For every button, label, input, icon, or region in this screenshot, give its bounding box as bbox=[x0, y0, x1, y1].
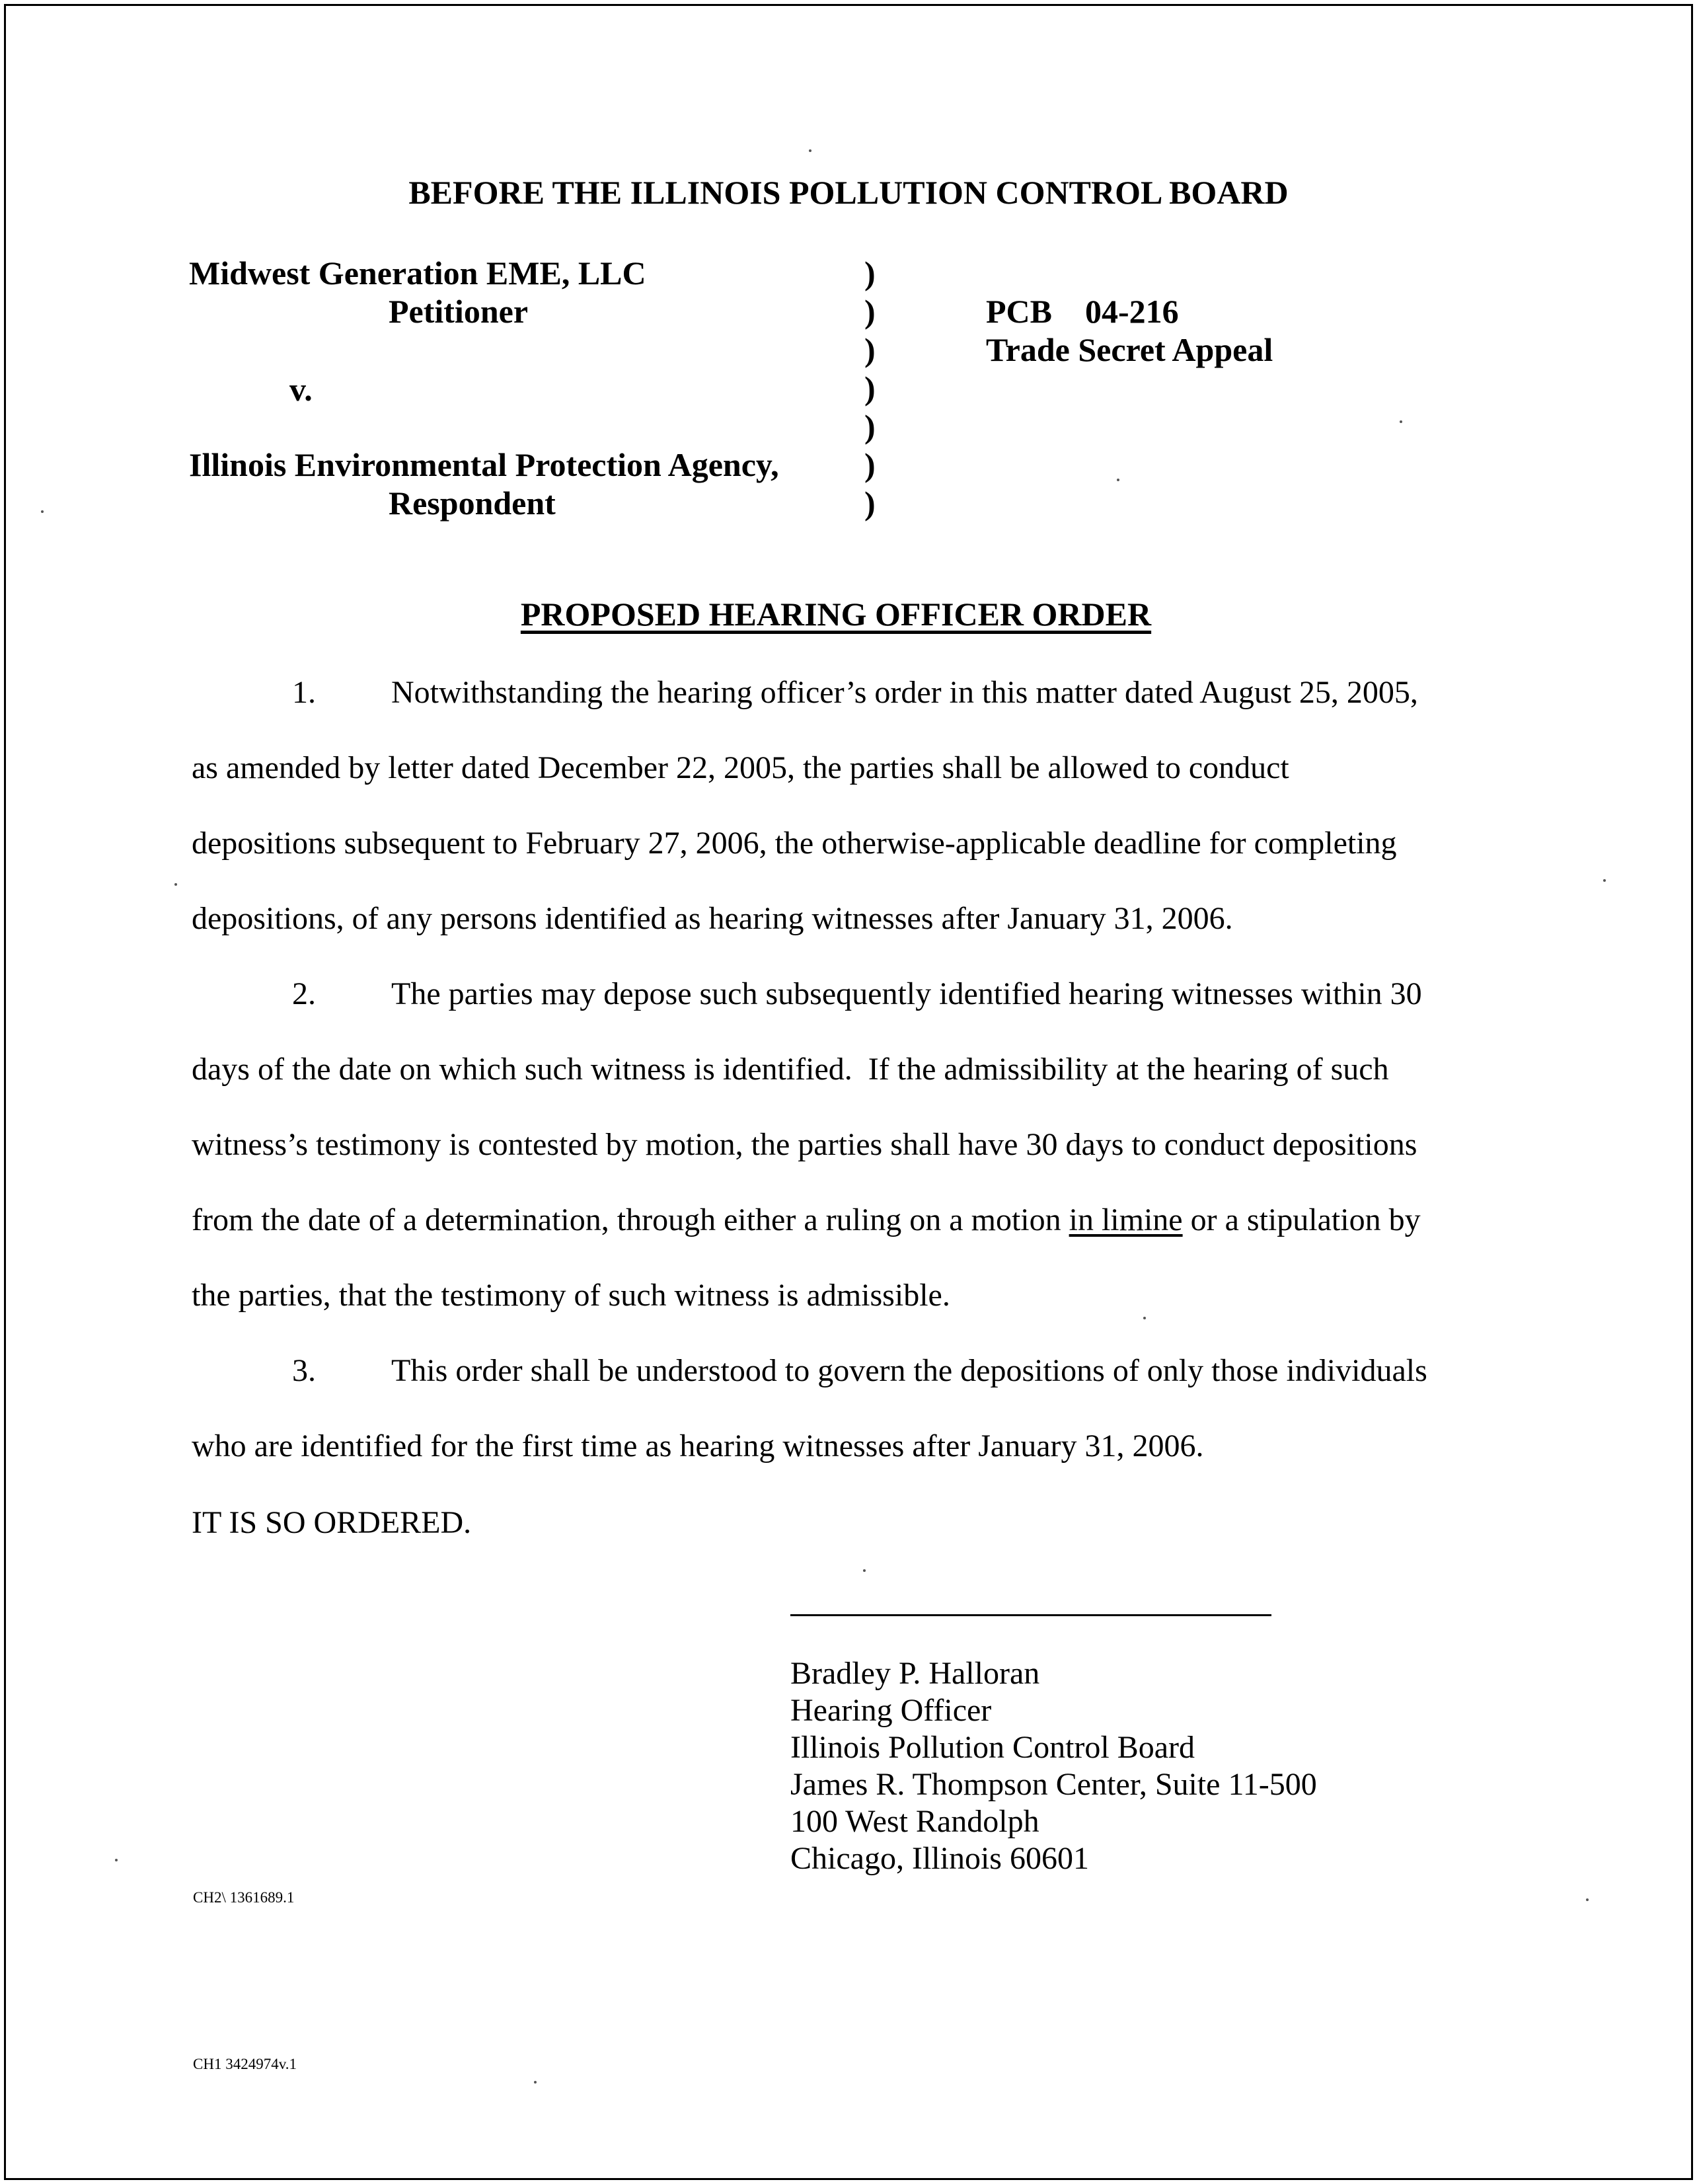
scan-speck bbox=[1400, 420, 1402, 423]
versus: v. bbox=[289, 371, 313, 408]
scan-speck bbox=[174, 883, 177, 886]
scan-speck bbox=[809, 149, 811, 152]
paragraph-number: 2. bbox=[292, 976, 316, 1011]
line-text: from the date of a determination, through either a ruling on a motion bbox=[192, 1202, 1069, 1237]
scan-speck bbox=[534, 2081, 537, 2084]
board-heading: BEFORE THE ILLINOIS POLLUTION CONTROL BOARD bbox=[408, 174, 1289, 211]
signer-name: Bradley P. Halloran bbox=[790, 1656, 1040, 1691]
signature-line bbox=[790, 1614, 1271, 1616]
signer-address-line: James R. Thompson Center, Suite 11-500 bbox=[790, 1767, 1317, 1802]
caption-paren: ) bbox=[864, 370, 876, 407]
paragraph-line: as amended by letter dated December 22, 2005, the parties shall be allowed to conduct bbox=[192, 750, 1289, 785]
paragraph-number: 3. bbox=[292, 1353, 316, 1388]
scan-speck bbox=[1586, 1898, 1589, 1901]
caption-paren: ) bbox=[864, 408, 876, 445]
scan-speck bbox=[1143, 1317, 1146, 1319]
scan-speck bbox=[1603, 879, 1606, 882]
signer-organization: Illinois Pollution Control Board bbox=[790, 1730, 1195, 1765]
case-type: Trade Secret Appeal bbox=[986, 331, 1273, 368]
paragraph-line: This order shall be understood to govern the depositions of only those individuals bbox=[391, 1353, 1427, 1388]
paragraph-line: depositions, of any persons identified as hearing witnesses after January 31, 2006. bbox=[192, 901, 1233, 936]
scan-speck bbox=[1117, 479, 1119, 481]
paragraph-line: who are identified for the first time as hearing witnesses after January 31, 2006. bbox=[192, 1428, 1204, 1463]
signer-address-line: Chicago, Illinois 60601 bbox=[790, 1841, 1089, 1876]
document-id: CH1 3424974v.1 bbox=[193, 2056, 297, 2072]
case-number: PCB 04-216 bbox=[986, 293, 1179, 330]
paragraph-line: depositions subsequent to February 27, 2006, the otherwise-applicable deadline for completing bbox=[192, 826, 1397, 861]
caption-paren: ) bbox=[864, 485, 876, 522]
paragraph-line: witness’s testimony is contested by motion, the parties shall have 30 days to conduct depositions bbox=[192, 1127, 1417, 1162]
caption-paren: ) bbox=[864, 331, 876, 368]
closing-statement: IT IS SO ORDERED. bbox=[192, 1505, 472, 1540]
signer-address-line: 100 West Randolph bbox=[790, 1804, 1039, 1839]
caption-paren: ) bbox=[864, 446, 876, 483]
scan-speck bbox=[115, 1859, 118, 1861]
petitioner-name: Midwest Generation EME, LLC bbox=[189, 254, 646, 292]
latin-term: in limine bbox=[1069, 1202, 1183, 1237]
paragraph-number: 1. bbox=[292, 675, 316, 710]
petitioner-role: Petitioner bbox=[389, 293, 529, 330]
scan-speck bbox=[863, 1569, 866, 1572]
order-title: PROPOSED HEARING OFFICER ORDER bbox=[520, 596, 1152, 633]
caption-paren: ) bbox=[864, 293, 876, 330]
document-id: CH2\ 1361689.1 bbox=[193, 1889, 295, 1906]
paragraph-line bbox=[192, 1202, 1421, 1238]
paragraph-line: the parties, that the testimony of such witness is admissible. bbox=[192, 1278, 950, 1313]
paragraph-line: The parties may depose such subsequently identified hearing witnesses within 30 bbox=[391, 976, 1422, 1011]
line-text: or a stipulation by bbox=[1182, 1202, 1421, 1237]
respondent-role: Respondent bbox=[389, 485, 556, 522]
caption-paren: ) bbox=[864, 254, 876, 292]
paragraph-line: days of the date on which such witness is identified. If the admissibility at the hearing of such bbox=[192, 1052, 1389, 1087]
scan-speck bbox=[41, 510, 44, 513]
paragraph-line: Notwithstanding the hearing officer’s order in this matter dated August 25, 2005, bbox=[391, 675, 1418, 710]
respondent-name: Illinois Environmental Protection Agency, bbox=[189, 446, 779, 483]
signer-title: Hearing Officer bbox=[790, 1693, 992, 1728]
